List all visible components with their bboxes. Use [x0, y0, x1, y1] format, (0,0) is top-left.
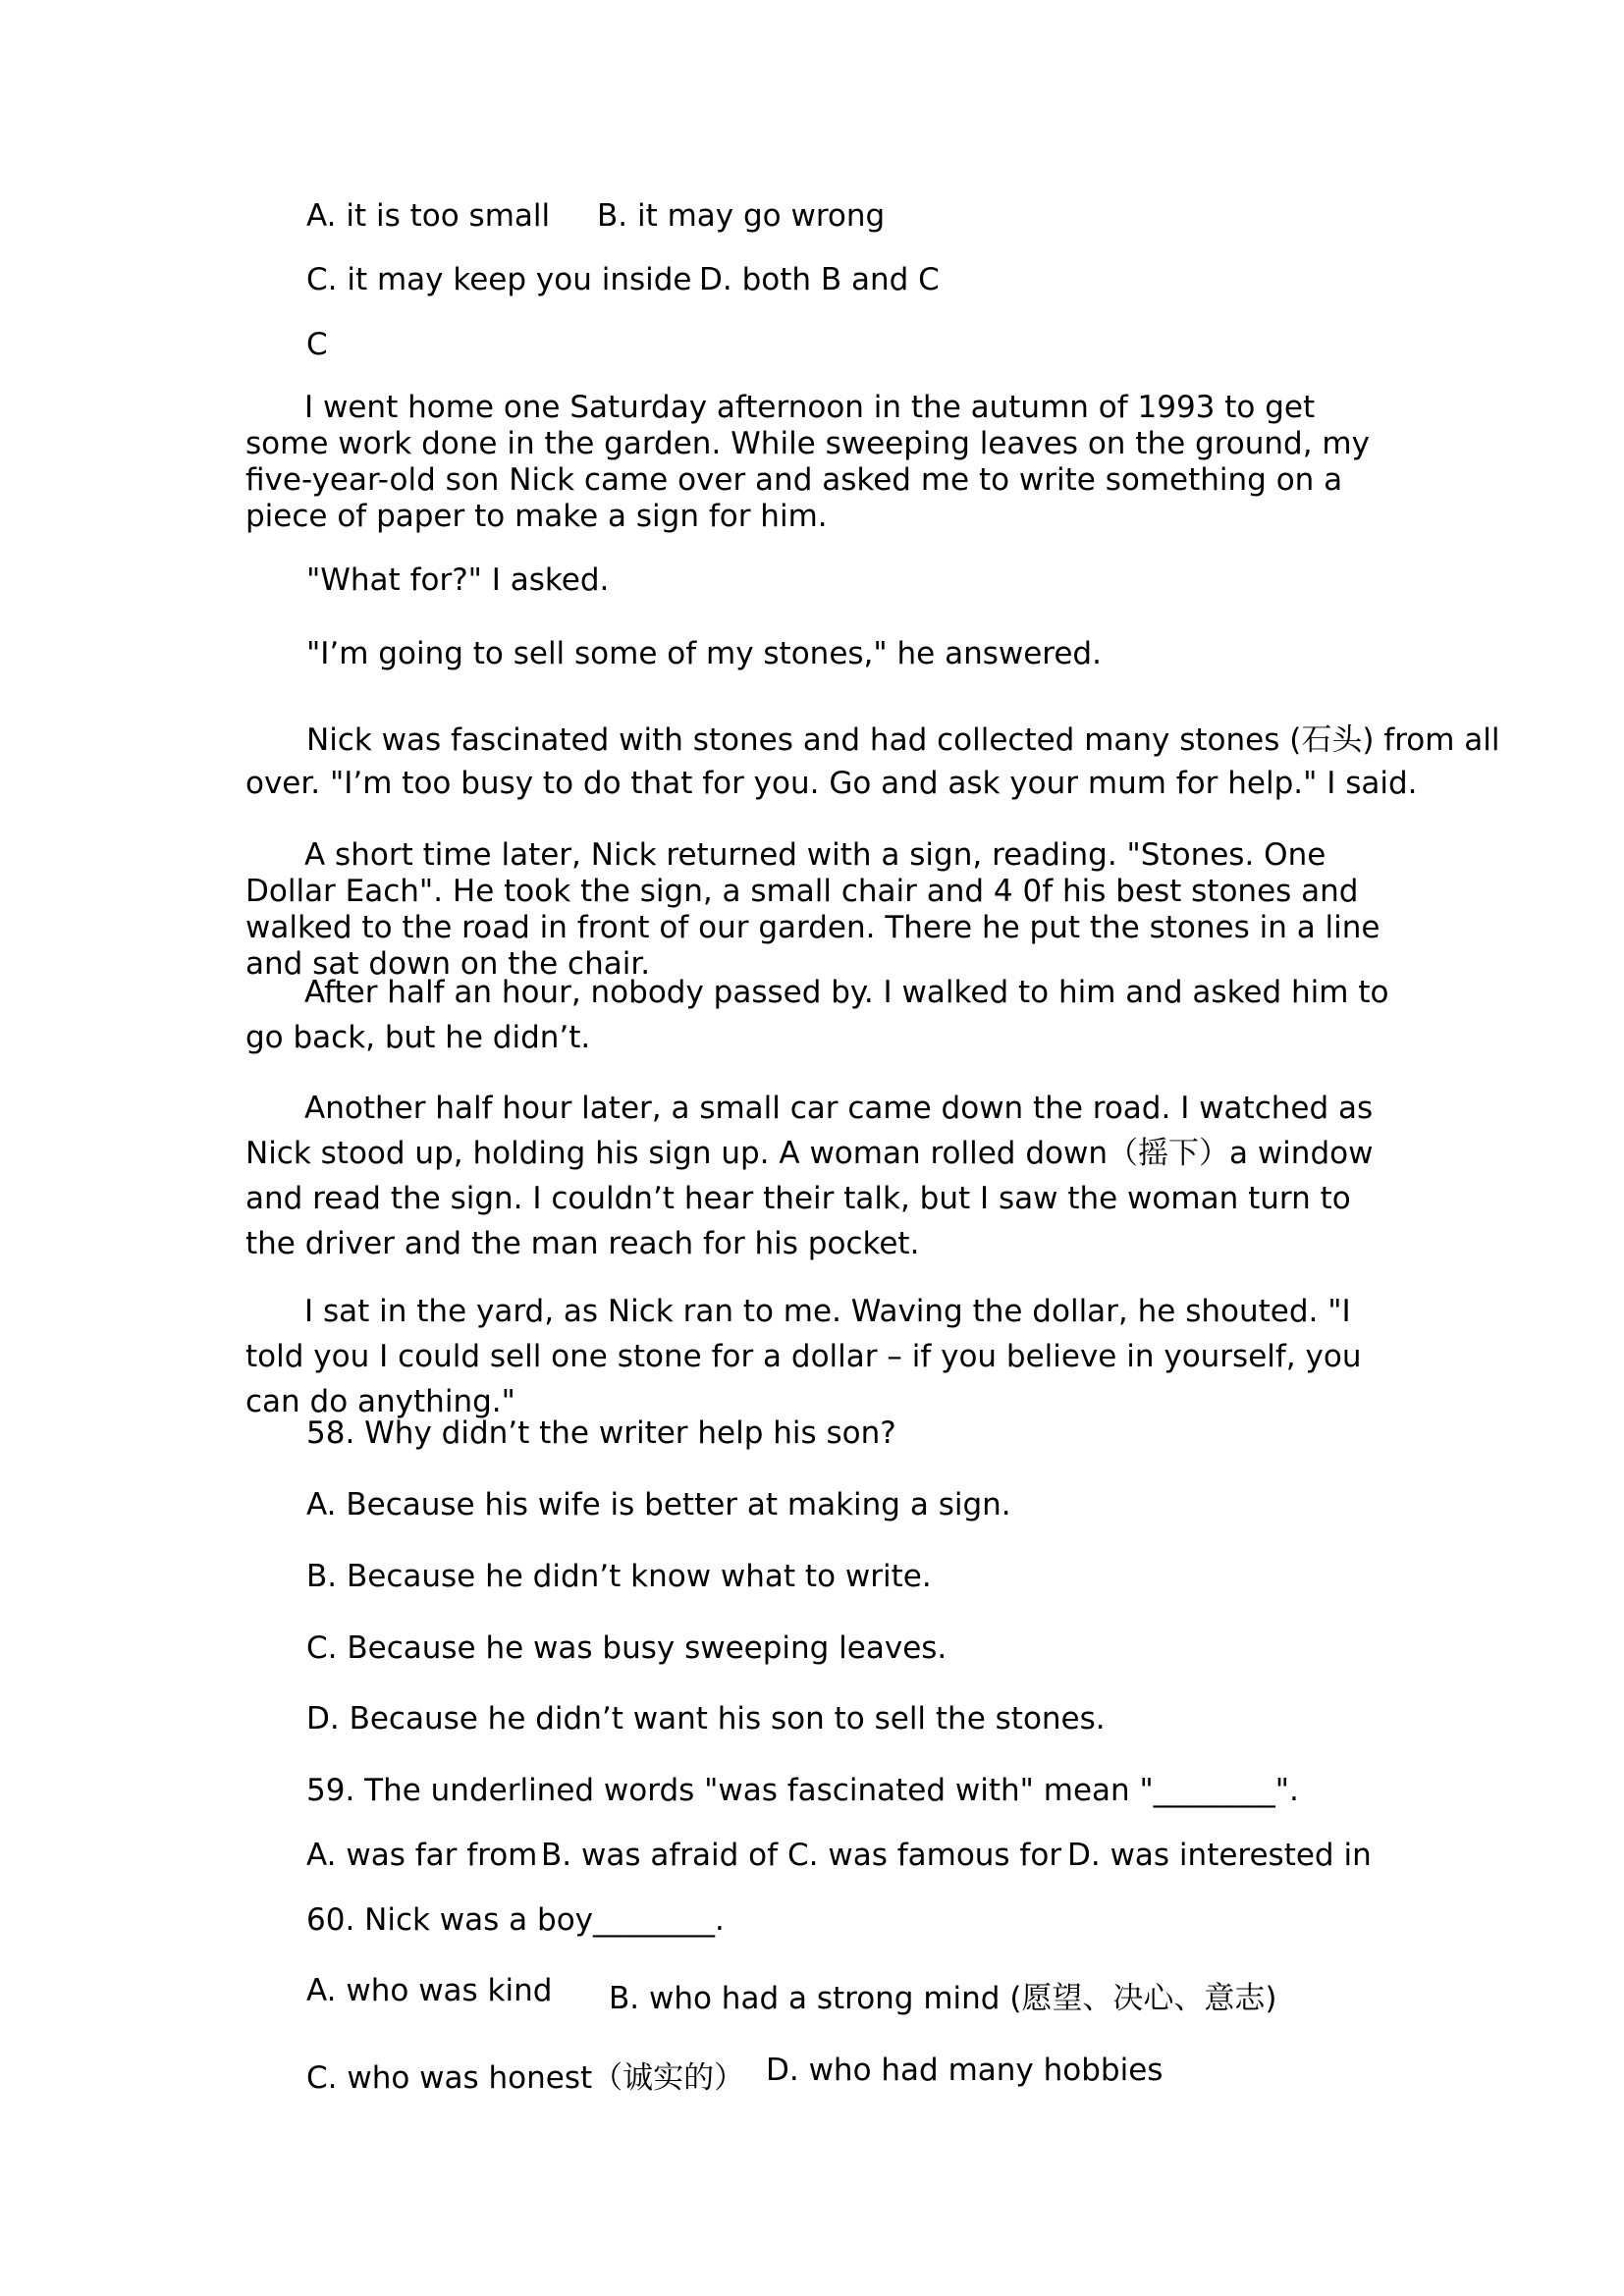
q59-stem: 59. The underlined words "was fascinated with" mean "________".	[306, 1773, 1299, 1808]
passage-paragraph-4-line-2: over. "I’m too busy to do that for you. Go and ask your mum for help." I said.	[245, 766, 1418, 801]
q58-option-c: C. Because he was busy sweeping leaves.	[306, 1630, 947, 1666]
q59-option-b: B. was afraid of	[541, 1838, 779, 1873]
q60-option-a: A. who was kind	[306, 1973, 553, 2008]
q57-option-b: B. it may go wrong	[597, 198, 886, 234]
q60-option-d: D. who had many hobbies	[766, 2053, 1164, 2088]
passage-paragraph-5: A short time later, Nick returned with a sign, reading. "Stones. One Dollar Each". He took the sign, a small chair and 4 0f his best stones and walked to the road in front of our garden. There he put the stones in a line and sat down on the chair.	[245, 837, 1380, 982]
passage-paragraph-7: Another half hour later, a small car came down the road. I watched as Nick stood up, holding his sign up. A woman rolled down（摇下）a window and read the sign. I couldn’t hear their talk, but I saw the woman turn to the driver and the man reach for his pocket.	[245, 1091, 1374, 1261]
q60-option-b: B. who had a strong mind (愿望、决心、意志)	[609, 1981, 1277, 2016]
q59-option-a: A. was far from	[306, 1838, 538, 1873]
q60-stem: 60. Nick was a boy________.	[306, 1902, 725, 1938]
passage-paragraph-4-text: Nick was fascinated with stones and had collected many stones (石头) from all	[306, 722, 1500, 758]
passage-paragraph-6: After half an hour, nobody passed by. I walked to him and asked him to go back, but he didn’t.	[245, 975, 1389, 1055]
q59-option-d: D. was interested in	[1067, 1838, 1372, 1873]
passage-paragraph-4-line-1	[306, 715, 1500, 759]
q58-option-d: D. Because he didn’t want his son to sell the stones.	[306, 1701, 1106, 1736]
q57-option-c: C. it may keep you inside	[306, 262, 692, 297]
q57-option-d: D. both B and C	[699, 262, 940, 297]
passage-paragraph-2: "What for?" I asked.	[306, 562, 610, 598]
passage-paragraph-1: I went home one Saturday afternoon in the autumn of 1993 to get some work done in the garden. While sweeping leaves on the ground, my five-year-old son Nick came over and asked me to write something on a piece of paper to make a sign for him.	[245, 390, 1370, 534]
passage-label: C	[306, 327, 328, 362]
q58-option-a: A. Because his wife is better at making a sign.	[306, 1487, 1011, 1522]
passage-paragraph-8: I sat in the yard, as Nick ran to me. Waving the dollar, he shouted. "I told you I could sell one stone for a dollar – if you believe in yourself, you can do anything."	[245, 1294, 1362, 1419]
q60-option-c: C. who was honest（诚实的）	[306, 2060, 745, 2096]
q58-stem: 58. Why didn’t the writer help his son?	[306, 1415, 896, 1451]
passage-paragraph-3: "I’m going to sell some of my stones," he answered.	[306, 636, 1102, 671]
q58-option-b: B. Because he didn’t know what to write.	[306, 1559, 932, 1594]
q57-option-a: A. it is too small	[306, 198, 551, 234]
q59-option-c: C. was famous for	[787, 1838, 1062, 1873]
